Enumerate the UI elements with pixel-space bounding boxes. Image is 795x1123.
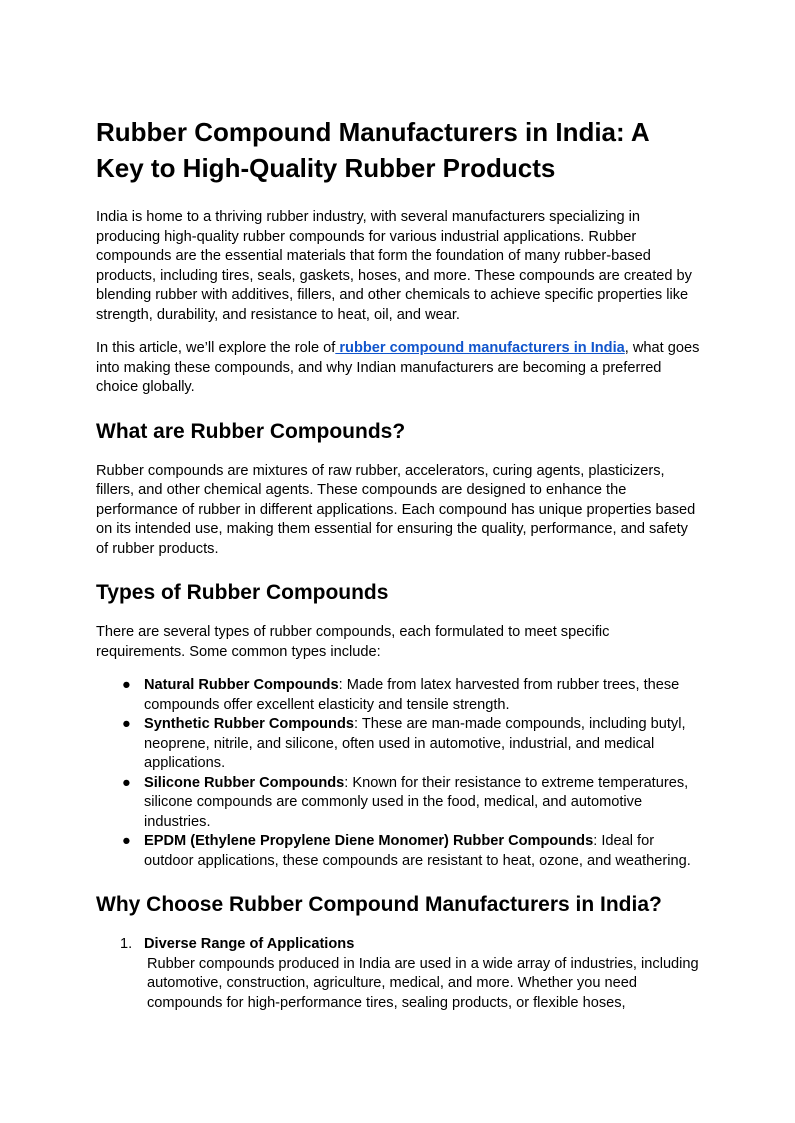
document-page: [96, 114, 700, 1027]
list-item-number: 1.: [120, 936, 133, 952]
list-item: [122, 676, 700, 715]
page-title: Rubber Compound Manufacturers in India: A Key to High-Quality Rubber Products: [96, 117, 649, 183]
list-item-term: EPDM (Ethylene Propylene Diene Monomer) Rubber Compounds: [144, 833, 594, 849]
heading-types-of-rubber-compounds: Types of Rubber Compounds: [96, 581, 389, 604]
list-item-term: Synthetic Rubber Compounds: [144, 716, 354, 732]
article-text-before: In this article, we’ll explore the role of: [96, 340, 336, 356]
list-item-desc: : Known for their resistance to extreme temperatures, silicone compounds are commonly used in the food, medical, and automotive industries.: [144, 774, 689, 830]
list-item-term: Silicone Rubber Compounds: [144, 774, 345, 791]
list-item: [120, 935, 700, 1013]
list-item: [122, 774, 700, 833]
article-paragraph: [96, 339, 700, 398]
types-list: [96, 676, 700, 871]
list-item-desc: : These are man-made compounds, including butyl, neoprene, nitrile, and silicone, often used in automotive, industrial, and medical applications.: [144, 716, 686, 771]
list-item-title: Diverse Range of Applications: [144, 936, 355, 952]
list-item-desc: : Made from latex harvested from rubber trees, these compounds offer excellent elasticity and tensile strength.: [144, 677, 680, 713]
heading-why-choose-india: Why Choose Rubber Compound Manufacturers in India?: [96, 893, 662, 916]
list-item: [122, 715, 700, 774]
types-intro-paragraph: There are several types of rubber compounds, each formulated to meet specific requirements. Some common types include:: [96, 624, 610, 660]
why-list: [96, 935, 700, 1013]
rubber-compound-manufacturers-link[interactable]: rubber compound manufacturers in India: [335, 340, 625, 356]
bullet-icon: ●: [122, 716, 131, 732]
what-paragraph: Rubber compounds are mixtures of raw rubber, accelerators, curing agents, plasticizers, fillers, and other chemical agents. These compounds are designed to enhance the performance of rubber in different applications. Each compound has unique properties based on its intended use, making them essential for ensuring the quality, performance, and safety of rubber products.: [96, 462, 696, 557]
list-item-desc: : Ideal for outdoor applications, these compounds are resistant to heat, ozone, and weathering.: [144, 833, 691, 869]
heading-what-are-rubber-compounds: What are Rubber Compounds?: [96, 419, 406, 443]
article-text-after: , what goes into making these compounds, and why Indian manufacturers are becoming a preferred choice globally.: [96, 340, 700, 395]
list-item: [122, 832, 700, 871]
bullet-icon: ●: [122, 677, 131, 693]
bullet-icon: ●: [122, 833, 131, 849]
list-item-term: Natural Rubber Compounds: [144, 677, 339, 693]
list-item-body: Rubber compounds produced in India are used in a wide array of industries, including automotive, construction, agriculture, medical, and more. Whether you need compounds for high-performance tires, sealing products, or flexible hoses,: [147, 955, 699, 1011]
bullet-icon: ●: [122, 774, 131, 791]
intro-paragraph: India is home to a thriving rubber industry, with several manufacturers specializing in producing high-quality rubber compounds for various industrial applications. Rubber compounds are the essential materials that form the foundation of many rubber-based products, including tires, seals, gaskets, hoses, and more. These compounds are created by blending rubber with additives, fillers, and other chemicals to achieve specific properties like strength, durability, and resistance to heat, oil, and wear.: [96, 209, 692, 323]
